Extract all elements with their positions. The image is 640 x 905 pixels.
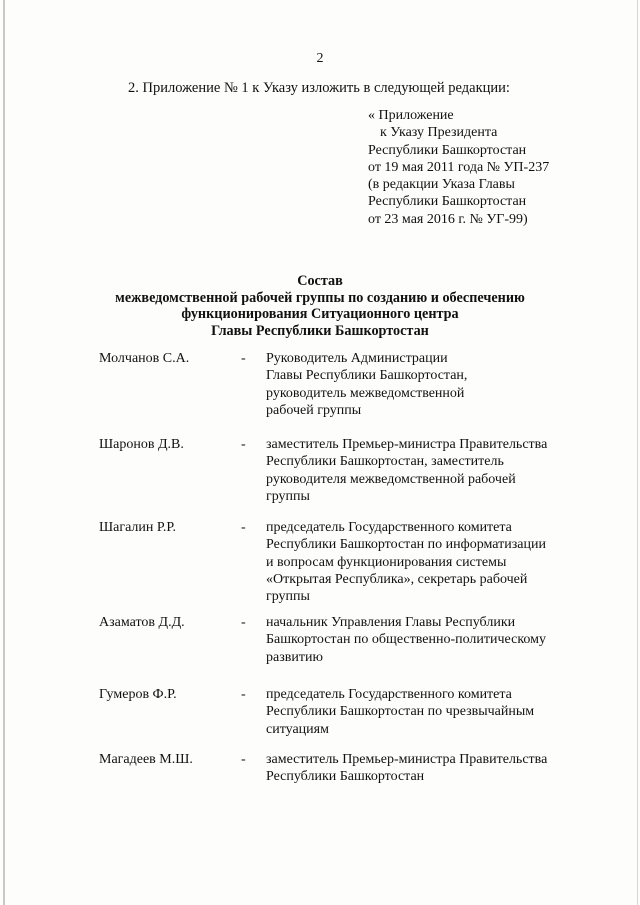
role-line: заместитель Премьер-министра Правительства (266, 752, 548, 767)
member-entry (99, 350, 569, 436)
role-line: начальник Управления Главы Республики (266, 615, 516, 630)
member-role (266, 751, 566, 786)
annex-line: « Приложение (368, 108, 454, 123)
role-line: Республики Башкортостан по информатизации (266, 537, 546, 553)
role-line: председатель Государственного комитета (266, 520, 512, 535)
member-entry (99, 686, 569, 751)
role-line: руководителя межведомственной рабочей (266, 471, 516, 487)
scan-edge-right (637, 0, 638, 905)
member-entry (99, 519, 569, 614)
member-roster (99, 350, 569, 791)
member-role (266, 436, 566, 505)
annex-line: Республики Башкортостан (368, 194, 527, 210)
role-line: Республики Башкортостан, заместитель (266, 454, 504, 470)
role-line: Главы Республики Башкортостан, (266, 368, 468, 384)
role-line: Башкортостан по общественно-политическому (266, 632, 547, 648)
title-line: Главы Республики Башкортостан (211, 322, 429, 339)
annex-line: от 19 мая 2011 года № УП-237 (368, 159, 550, 175)
role-line: председатель Государственного комитета (266, 687, 512, 702)
scan-edge-left (3, 0, 5, 905)
title-line: функционирования Ситуационного центра (181, 306, 459, 323)
member-role (266, 686, 566, 738)
member-dash: - (241, 437, 246, 452)
role-line: Руководитель Администрации (266, 351, 448, 366)
page-number: 2 (316, 51, 324, 66)
member-name: Азаматов Д.Д. (99, 615, 185, 630)
member-dash: - (241, 520, 246, 535)
member-name: Шаронов Д.В. (99, 437, 184, 452)
role-line: «Открытая Республика», секретарь рабочей (266, 571, 528, 587)
role-line: Республики Башкортостан по чрезвычайным (266, 704, 535, 720)
role-line: заместитель Премьер-министра Правительства (266, 437, 548, 452)
member-entry (99, 436, 569, 519)
member-name: Шагалин Р.Р. (99, 520, 176, 535)
member-name: Магадеев М.Ш. (99, 752, 193, 767)
role-line: развитию (266, 649, 323, 665)
annex-header (368, 107, 549, 228)
annex-line: (в редакции Указа Главы (368, 177, 515, 193)
member-name: Молчанов С.А. (99, 351, 190, 366)
member-dash: - (241, 351, 246, 366)
member-entry (99, 751, 569, 791)
role-line: и вопросам функционирования системы (266, 554, 507, 570)
document-title (0, 273, 640, 339)
member-dash: - (241, 615, 246, 630)
member-dash: - (241, 752, 246, 767)
annex-line: Республики Башкортостан (368, 142, 527, 158)
member-dash: - (241, 687, 246, 702)
role-line: руководитель межведомственной (266, 385, 465, 401)
member-role (266, 614, 566, 666)
annex-line: к Указу Президента (380, 125, 498, 141)
title-line: межведомственной рабочей группы по созданию и обеспечению (115, 289, 525, 306)
role-line: ситуациям (266, 721, 329, 737)
member-entry (99, 614, 569, 686)
member-name: Гумеров Ф.Р. (99, 687, 177, 702)
member-role (266, 350, 566, 419)
role-line: группы (266, 589, 310, 605)
annex-line: от 23 мая 2016 г. № УГ-99) (368, 211, 528, 227)
role-line: группы (266, 488, 310, 504)
intro-paragraph: 2. Приложение № 1 к Указу изложить в следующей редакции: (128, 80, 510, 96)
member-role (266, 519, 566, 605)
role-line: рабочей группы (266, 402, 362, 418)
title-line: Состав (297, 273, 343, 289)
role-line: Республики Башкортостан (266, 769, 425, 785)
